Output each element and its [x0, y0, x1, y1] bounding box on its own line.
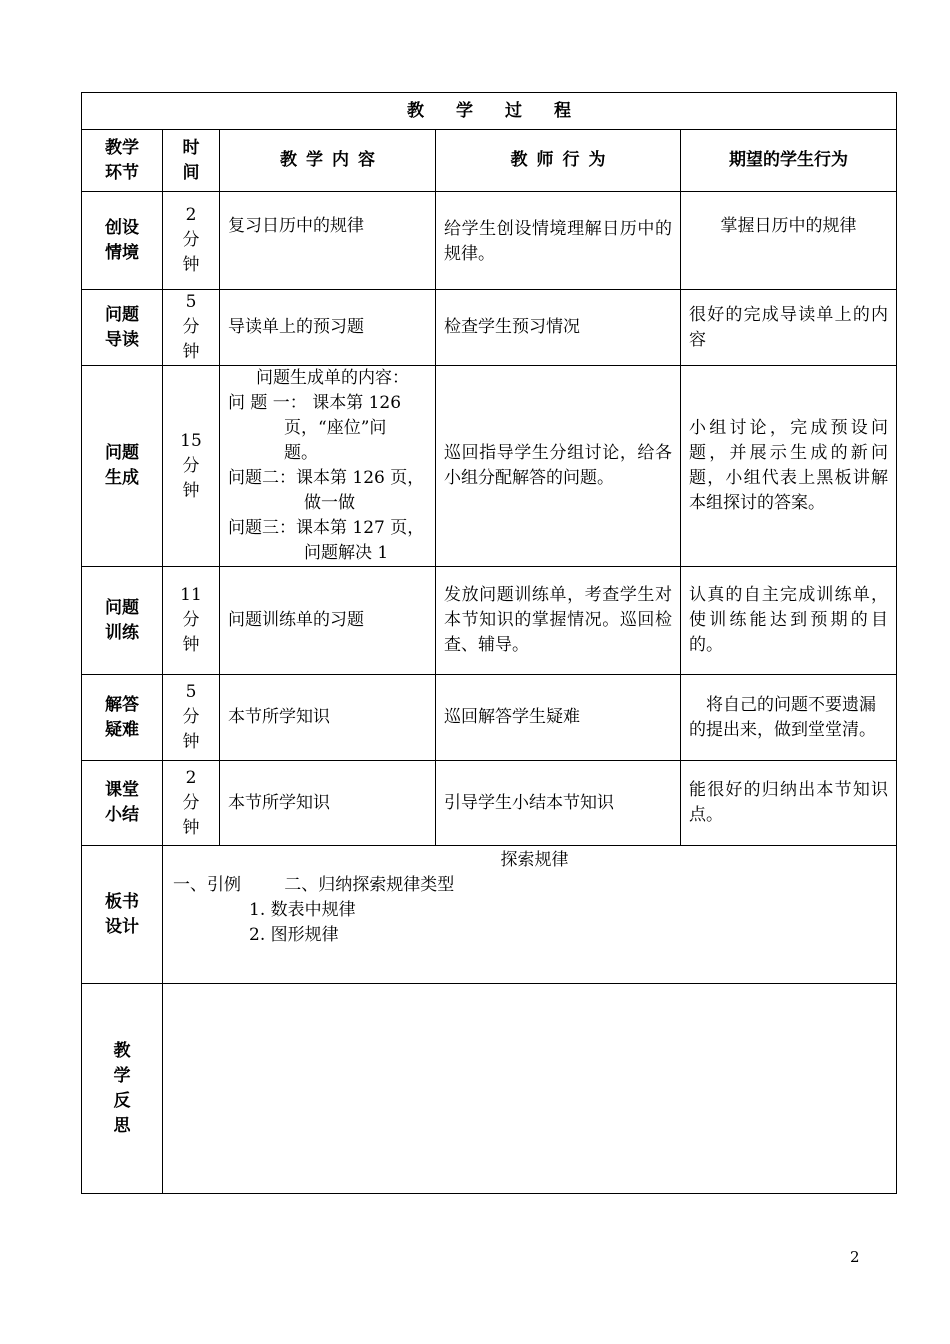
- table-row: [82, 192, 897, 290]
- teacher-cell: 引导学生小结本节知识: [436, 761, 681, 846]
- header-content: [220, 130, 436, 192]
- table-row: [82, 567, 897, 675]
- table-row: [82, 290, 897, 366]
- header-teacher-text: 教师行为: [510, 150, 615, 170]
- time-line1: 5: [185, 292, 197, 312]
- header-time-line2: 间: [182, 162, 200, 183]
- student-cell: 很好的完成导读单上的内容: [681, 290, 897, 366]
- time-line1: 2: [185, 767, 197, 788]
- time-line2: 分: [182, 707, 200, 727]
- time-line1: 15: [180, 430, 202, 451]
- board-heading: 探索规律: [500, 850, 569, 870]
- time-line2: 分: [182, 317, 200, 337]
- content-cell: 本节所学知识: [220, 761, 436, 846]
- header-student-text: 期望的学生行为: [729, 150, 848, 170]
- stage-cell: [82, 192, 163, 290]
- time-line2: 分: [182, 230, 200, 250]
- stage-line1: 创设: [105, 217, 139, 238]
- reflection-row: [82, 984, 897, 1194]
- header-stage: [82, 130, 163, 192]
- time-line3: 钟: [182, 480, 200, 501]
- time-line3: 钟: [182, 342, 200, 362]
- table-row: [82, 366, 897, 567]
- teacher-cell: 巡回解答学生疑难: [436, 675, 681, 761]
- content-line: 问题二：课本第 126 页，: [228, 468, 425, 488]
- reflection-char: 学: [113, 1065, 131, 1086]
- stage-cell: [82, 290, 163, 366]
- content-line: 问 题 一： 课本第 126: [228, 393, 402, 413]
- content-cell: 问题训练单的习题: [220, 567, 436, 675]
- time-line2: 分: [182, 792, 200, 813]
- teacher-cell: 给学生创设情境理解日历中的规律。: [436, 192, 681, 290]
- content-line: 问题生成单的内容：: [256, 368, 409, 388]
- teacher-cell: 巡回指导学生分组讨论，给各小组分配解答的问题。: [436, 366, 681, 567]
- stage-cell: [82, 366, 163, 567]
- stage-line2: 导读: [105, 329, 139, 350]
- board-design-cell: [163, 846, 897, 984]
- header-student: [681, 130, 897, 192]
- stage-cell: [82, 567, 163, 675]
- teaching-process-table: [81, 92, 897, 1194]
- board-line: 一、引例 二、归纳探索规律类型: [173, 875, 455, 895]
- reflection-cell: [163, 984, 897, 1194]
- time-cell: [163, 290, 220, 366]
- time-line2: 分: [182, 455, 200, 476]
- stage-line2: 训练: [105, 622, 139, 643]
- stage-line1: 课堂: [105, 780, 139, 800]
- teacher-cell: 检查学生预习情况: [436, 290, 681, 366]
- header-stage-line2: 环节: [105, 162, 139, 183]
- content-line: 页，“座位”问: [284, 418, 387, 438]
- stage-cell: [82, 846, 163, 984]
- reflection-char: 思: [113, 1115, 131, 1136]
- time-line3: 钟: [182, 635, 200, 655]
- time-cell: [163, 366, 220, 567]
- stage-line2: 小结: [105, 805, 139, 825]
- student-cell: 将自己的问题不要遗漏的提出来，做到堂堂清。: [681, 675, 897, 761]
- stage-cell: [82, 761, 163, 846]
- table-title: [82, 93, 897, 130]
- student-cell: 能很好的归纳出本节知识点。: [681, 761, 897, 846]
- table-row: [82, 675, 897, 761]
- teacher-cell: 发放问题训练单，考查学生对本节知识的掌握情况。巡回检查、辅导。: [436, 567, 681, 675]
- content-cell: 导读单上的预习题: [220, 290, 436, 366]
- student-cell: 认真的自主完成训练单，使训练能达到预期的目的。: [681, 567, 897, 675]
- time-cell: [163, 675, 220, 761]
- stage-line1: 问题: [105, 304, 139, 325]
- content-cell: [220, 366, 436, 567]
- time-cell: [163, 192, 220, 290]
- stage-line2: 疑难: [105, 719, 139, 740]
- reflection-char: 反: [113, 1090, 131, 1111]
- time-line3: 钟: [182, 732, 200, 752]
- content-line: 问题解决 1: [304, 543, 389, 563]
- header-time-line1: 时: [182, 137, 200, 158]
- content-cell: 本节所学知识: [220, 675, 436, 761]
- stage-line2: 生成: [105, 468, 139, 488]
- time-line1: 5: [185, 682, 197, 702]
- header-time: [163, 130, 220, 192]
- stage-line1: 板书: [105, 891, 139, 912]
- header-teacher: [436, 130, 681, 192]
- reflection-char: 教: [113, 1040, 131, 1061]
- table-title-text: 教学过程: [407, 100, 603, 121]
- header-stage-line1: 教学: [105, 137, 139, 158]
- content-line: 问题三：课本第 127 页，: [228, 518, 425, 538]
- student-cell: 小组讨论，完成预设问题，并展示生成的新问题，小组代表上黑板讲解本组探讨的答案。: [681, 366, 897, 567]
- content-cell: 复习日历中的规律: [220, 192, 436, 290]
- time-line3: 钟: [182, 817, 200, 838]
- student-cell: 掌握日历中的规律: [681, 192, 897, 290]
- board-design-row: [82, 846, 897, 984]
- time-cell: [163, 567, 220, 675]
- time-line3: 钟: [182, 255, 200, 275]
- table-row: [82, 761, 897, 846]
- header-content-text: 教学内容: [280, 150, 384, 170]
- time-cell: [163, 761, 220, 846]
- stage-line1: 问题: [105, 443, 139, 463]
- time-line2: 分: [182, 610, 200, 630]
- stage-line2: 设计: [105, 916, 139, 937]
- page-number: 2: [850, 1248, 860, 1266]
- content-line: 做一做: [304, 493, 355, 513]
- stage-line2: 情境: [105, 242, 139, 263]
- stage-line1: 解答: [105, 694, 139, 715]
- board-line: 1. 数表中规律: [249, 900, 356, 920]
- stage-line1: 问题: [105, 597, 139, 618]
- content-line: 题。: [284, 443, 318, 463]
- time-line1: 2: [185, 205, 197, 225]
- stage-cell: [82, 675, 163, 761]
- time-line1: 11: [180, 585, 202, 605]
- reflection-label-cell: [82, 984, 163, 1194]
- board-line: 2. 图形规律: [249, 925, 339, 945]
